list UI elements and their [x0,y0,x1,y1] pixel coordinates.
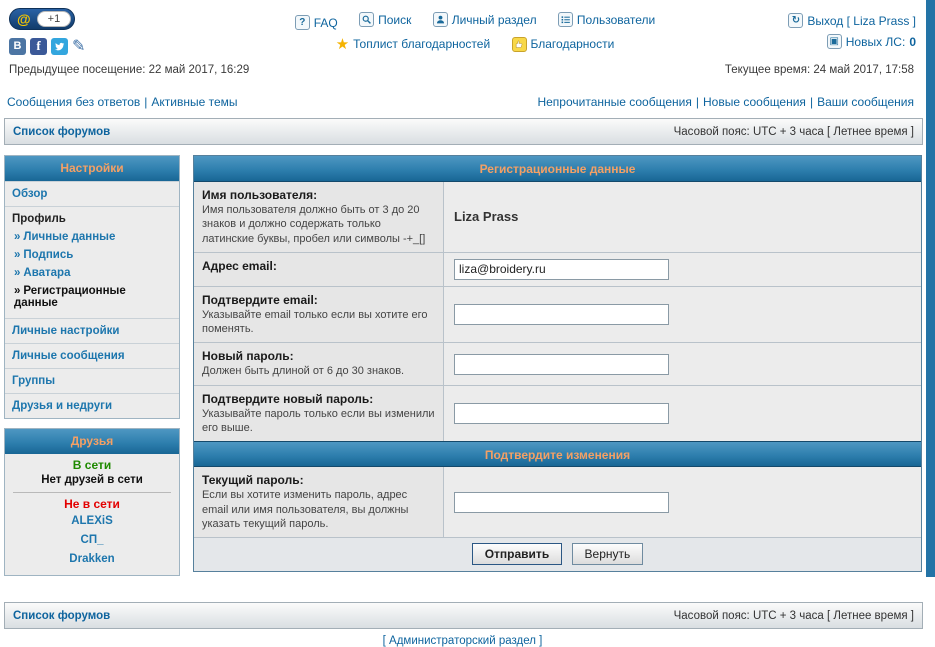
row-email [194,252,921,286]
pm-label: Новых ЛС: [845,34,906,49]
logout-line [731,12,916,28]
settings-panel [4,155,180,419]
field-label: Текущий пароль: [202,473,304,488]
nav-ucp[interactable] [433,12,537,27]
confirm-section-title: Подтвердите изменения [194,441,921,467]
friend-link[interactable]: Drakken [69,553,115,565]
pm-count: 0 [909,34,916,49]
field-label: Имя пользователя: [202,188,318,202]
at-icon: @ [17,11,31,27]
sidebar-item-registration-data[interactable] [12,282,172,312]
row-username [194,182,921,252]
breadcrumb-bar-top [4,118,923,145]
logout-link[interactable] [788,13,916,28]
divider: | [695,95,699,109]
row-confirm-password-label-cell [194,386,444,442]
nav-line-2 [219,35,731,53]
nav-faq-label: FAQ [313,15,338,30]
reset-button[interactable]: Вернуть [572,543,644,565]
email-field[interactable] [454,259,669,280]
chevron-icon: » [14,267,21,279]
friends-body [5,454,179,575]
facebook-icon[interactable]: f [30,38,47,55]
friends-panel-title: Друзья [5,429,179,454]
plusone-widget[interactable] [9,8,75,30]
thumb-up-icon [512,37,527,52]
sidebar-item-overview[interactable]: Обзор [5,181,179,206]
link-active-topics[interactable]: Активные темы [151,95,238,109]
sidebar [4,155,180,585]
current-password-field[interactable] [454,492,669,513]
sidebar-item-label: Аватара [23,267,71,279]
row-new-password [194,342,921,384]
sidebar-group-profile-title: Профиль [12,213,66,225]
sidebar-item-label: Подпись [23,249,74,261]
username-value: Liza Prass [454,209,519,225]
sidebar-item-personal-data[interactable] [12,228,172,246]
current-time: Текущее время: 24 май 2017, 17:58 [724,64,914,76]
quicklinks-left [7,95,238,109]
previous-visit: Предыдущее посещение: 22 май 2017, 16:29 [9,64,250,76]
link-unanswered[interactable]: Сообщения без ответов [7,95,141,109]
breadcrumb-forum-index[interactable]: Список форумов [13,609,111,622]
timezone-label: Часовой пояс: UTC + 3 часа [ Летнее время ] [673,609,914,622]
field-description: Указывайте пароль только если вы изменили его выше. [202,407,435,435]
sidebar-item-label: Регистрационные данные [14,285,126,309]
admin-section-row [3,635,922,647]
header [3,0,922,60]
form-actions [194,537,921,571]
nav-thanks-label: Благодарности [530,37,615,51]
field-description: Указывайте email только если вы хотите его поменять. [202,308,428,336]
friends-online-label: В сети [72,458,112,472]
nav-thanks[interactable] [512,37,615,52]
divider: | [809,95,814,109]
logout-label: Выход [ Liza Prass ] [807,13,916,28]
confirm-email-field[interactable] [454,304,669,325]
sidebar-item-label: Личные данные [23,231,116,243]
nav-members-label: Пользователи [576,12,656,27]
field-description: Если вы хотите изменить пароль, адрес email или имя пользователя, вы должны указать текущий пароль. [202,489,409,530]
page-edge-stripe [926,0,935,577]
chevron-icon: » [14,231,21,243]
row-current-password-label-cell [194,467,444,537]
nav-thanks-toplist[interactable] [336,35,490,53]
friends-panel [4,428,180,576]
nav-line-1 [219,12,731,30]
question-icon: ? [295,15,310,30]
friend-link[interactable]: СП_ [80,534,104,546]
field-label: Подтвердите новый пароль: [202,391,374,406]
row-new-password-label-cell [194,343,444,384]
registration-form-panel [193,155,922,572]
submit-button[interactable]: Отправить [472,543,562,565]
vk-icon[interactable]: В [9,38,26,55]
timezone-label: Часовой пояс: UTC + 3 часа [ Летнее время ] [673,125,914,138]
admin-section-link[interactable]: [ Администраторский раздел ] [382,635,543,647]
nav-search-label: Поиск [378,12,412,27]
nav-thanks-toplist-label: Топлист благодарностей [353,37,491,51]
users-list-icon [558,12,573,27]
plusone-button[interactable]: +1 [37,11,72,27]
visit-times-row [3,60,922,76]
sidebar-item-groups[interactable]: Группы [5,368,179,393]
row-confirm-password [194,385,921,442]
row-new-password-value-cell [444,343,921,384]
breadcrumb-forum-index[interactable]: Список форумов [13,125,111,138]
field-description: Должен быть длиной от 6 до 30 знаков. [202,365,405,378]
pm-line [731,33,916,49]
friends-divider [13,492,171,493]
sidebar-group-profile [5,206,179,318]
quicklinks-right [537,95,914,109]
nav-search[interactable] [359,12,411,27]
link-new-posts[interactable]: Новые сообщения [702,95,806,109]
form-title: Регистрационные данные [194,156,921,182]
sidebar-item-friends-foes[interactable]: Друзья и недруги [5,393,179,418]
friends-online-empty: Нет друзей в сети [41,474,143,486]
field-label: Новый пароль: [202,349,294,364]
row-confirm-email-label-cell [194,287,444,343]
pm-link[interactable] [827,34,916,49]
logout-icon: ↻ [788,13,803,28]
settings-panel-title: Настройки [5,156,179,181]
confirm-password-field[interactable] [454,403,669,424]
search-icon [359,12,374,27]
new-password-field[interactable] [454,354,669,375]
twitter-icon[interactable] [51,38,68,55]
row-email-label-cell [194,253,444,286]
link-unread[interactable]: Непрочитанные сообщения [537,95,692,109]
sidebar-item-signature[interactable] [12,246,172,264]
row-username-label-cell [194,182,444,252]
sidebar-item-personal-settings[interactable]: Личные настройки [5,318,179,343]
row-confirm-password-value-cell [444,386,921,442]
divider: | [144,95,148,109]
row-confirm-email-value-cell [444,287,921,343]
sidebar-item-private-messages[interactable]: Личные сообщения [5,343,179,368]
sidebar-item-avatar[interactable] [12,264,172,282]
row-confirm-email [194,286,921,343]
nav-ucp-label: Личный раздел [451,12,537,27]
field-label: Адрес email: [202,258,277,273]
user-icon [433,12,448,27]
header-nav [219,8,731,60]
link-your-posts[interactable]: Ваши сообщения [817,95,914,109]
content [4,155,922,585]
row-username-value-cell [444,182,921,252]
friends-offline-label: Не в сети [64,497,120,511]
pm-icon: ▣ [827,34,842,49]
quicklinks-row [3,95,922,109]
social-icons-row [9,36,219,56]
chevron-icon: » [14,249,21,261]
row-current-password-value-cell [444,467,921,537]
nav-members[interactable] [558,12,655,27]
nav-faq[interactable] [295,15,338,30]
row-email-value-cell [444,253,921,286]
friend-link[interactable]: ALEXiS [71,515,113,527]
field-description: Имя пользователя должно быть от 3 до 20 знаков и должно содержать только латинские буквы, пробел или символы -+_[] [202,204,426,245]
star-icon: ★ [335,36,350,53]
breadcrumb-bar-bottom [4,602,923,629]
pencil-icon[interactable]: ✎ [72,38,86,55]
field-label: Подтвердите email: [202,292,318,307]
row-current-password [194,467,921,537]
chevron-icon: » [14,285,21,297]
header-share-block [9,8,219,60]
header-session [731,8,916,60]
